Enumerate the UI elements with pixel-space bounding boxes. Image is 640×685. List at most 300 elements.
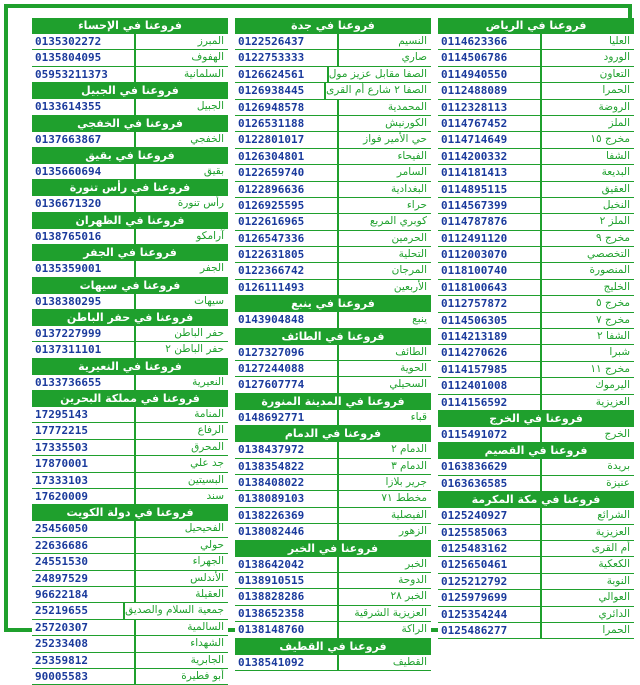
branch-name: الحوية xyxy=(339,361,431,376)
branch-name: العوالي xyxy=(542,590,634,605)
branch-section xyxy=(32,148,228,180)
branch-row xyxy=(438,247,634,263)
phone-number: 0114213189 xyxy=(438,329,542,344)
branch-row xyxy=(235,606,431,622)
branch-name: الفيحاء xyxy=(339,149,431,164)
branch-name: السلمانية xyxy=(136,67,228,82)
phone-number: 0138765016 xyxy=(32,229,136,244)
phone-number: 0125585063 xyxy=(438,525,542,540)
phone-number: 0163836629 xyxy=(438,459,542,474)
branch-row xyxy=(438,198,634,214)
branch-row xyxy=(32,571,228,587)
branch-row xyxy=(438,607,634,623)
branch-name: مخرج ١٥ xyxy=(542,132,634,147)
branch-row xyxy=(438,557,634,573)
page-frame xyxy=(4,4,632,683)
branch-name: الفيصلية xyxy=(339,508,431,523)
branch-name: الصفا ٢ شارع أم القرى xyxy=(326,83,431,98)
branch-row xyxy=(438,623,634,639)
branch-name: حولي xyxy=(136,538,228,553)
branch-name: حراء xyxy=(339,198,431,213)
section-header: فروعنا في الدمام xyxy=(235,426,431,442)
branch-name: بريدة xyxy=(542,459,634,474)
branch-name: الجابرية xyxy=(136,653,228,668)
phone-number: 0125240927 xyxy=(438,508,542,523)
branch-row xyxy=(438,329,634,345)
phone-number: 17335503 xyxy=(32,440,136,455)
section-header: فروعنا في دولة الكويت xyxy=(32,505,228,521)
branch-name: المبرز xyxy=(136,34,228,49)
branch-name: العزيزية xyxy=(542,395,634,410)
branch-section xyxy=(32,391,228,505)
branch-section xyxy=(438,443,634,492)
branch-name: الراكة xyxy=(339,622,431,637)
branch-name: العقيلة xyxy=(136,587,228,602)
branch-row xyxy=(235,410,431,426)
phone-number: 0138642042 xyxy=(235,557,339,572)
branch-name: الملز xyxy=(542,116,634,131)
section-header: فروعنا في الإحساء xyxy=(32,18,228,34)
branch-name: الفحيحيل xyxy=(136,521,228,536)
phone-number: 0138380295 xyxy=(32,294,136,309)
phone-number: 0112757872 xyxy=(438,296,542,311)
phone-number: 0126948578 xyxy=(235,100,339,115)
phone-number: 0126938445 xyxy=(235,83,326,98)
phone-number: 0137311101 xyxy=(32,342,136,357)
branch-name: سند xyxy=(136,489,228,504)
branch-name: السالمية xyxy=(136,620,228,635)
branch-name: الدمام ٣ xyxy=(339,459,431,474)
branch-row xyxy=(235,149,431,165)
phone-number: 0138148760 xyxy=(235,622,339,637)
phone-number: 96622184 xyxy=(32,587,136,602)
branch-row xyxy=(32,653,228,669)
branch-name: الشفا xyxy=(542,149,634,164)
branch-row xyxy=(235,214,431,230)
section-header: فروعنا في بقيق xyxy=(32,148,228,164)
branch-row xyxy=(438,345,634,361)
phone-number: 0138541092 xyxy=(235,655,339,670)
phone-number: 0125212792 xyxy=(438,574,542,589)
branch-name: أم القرى xyxy=(542,541,634,556)
branch-row xyxy=(438,132,634,148)
branch-row xyxy=(235,361,431,377)
phone-number: 0122526437 xyxy=(235,34,339,49)
phone-number: 0135660694 xyxy=(32,164,136,179)
section-header: فروعنا في مكة المكرمة xyxy=(438,492,634,508)
branch-name: الملز ٢ xyxy=(542,214,634,229)
phone-number: 0122631805 xyxy=(235,247,339,262)
branch-row xyxy=(235,475,431,491)
branch-row xyxy=(438,263,634,279)
branch-name: النخيل xyxy=(542,198,634,213)
branch-name: حي الأمير فواز xyxy=(339,132,431,147)
branch-name: الخبر xyxy=(339,557,431,572)
branch-row xyxy=(235,132,431,148)
branch-name: البسيتين xyxy=(136,473,228,488)
branch-name: السامر xyxy=(339,165,431,180)
branch-row xyxy=(32,489,228,505)
branch-name: الجبيل xyxy=(136,99,228,114)
branch-name: المحرق xyxy=(136,440,228,455)
branch-name: جرير بلازا xyxy=(339,475,431,490)
phone-number: 17870001 xyxy=(32,456,136,471)
branch-row xyxy=(235,508,431,524)
phone-number: 17295143 xyxy=(32,407,136,422)
branch-row xyxy=(438,296,634,312)
phone-number: 0122753333 xyxy=(235,50,339,65)
branch-row xyxy=(32,538,228,554)
branch-name: الجفر xyxy=(136,261,228,276)
section-header: فروعنا في سيهات xyxy=(32,278,228,294)
phone-number: 0138910515 xyxy=(235,573,339,588)
phone-number: 0137227999 xyxy=(32,326,136,341)
section-header: فروعنا في النعيرية xyxy=(32,359,228,375)
phone-number: 0114506786 xyxy=(438,50,542,65)
branch-row xyxy=(32,261,228,277)
branch-name: التعاون xyxy=(542,67,634,82)
phone-number: 0125486277 xyxy=(438,623,542,638)
branch-name: الخبر ٢٨ xyxy=(339,589,431,604)
phone-number: 25219655 xyxy=(32,603,125,618)
phone-number: 0126304801 xyxy=(235,149,339,164)
branch-name: مخرج ٥ xyxy=(542,296,634,311)
branch-section xyxy=(438,18,634,411)
branch-section xyxy=(235,296,431,328)
branch-name: حفر الباطن xyxy=(136,326,228,341)
branch-row xyxy=(438,525,634,541)
phone-number: 17620009 xyxy=(32,489,136,504)
branch-row xyxy=(32,326,228,342)
phone-number: 0112488089 xyxy=(438,83,542,98)
branch-name: الدائري xyxy=(542,607,634,622)
branch-section xyxy=(32,245,228,277)
phone-number: 17772215 xyxy=(32,423,136,438)
branch-row xyxy=(438,508,634,524)
branch-name: الحرمين xyxy=(339,231,431,246)
branch-row xyxy=(438,378,634,394)
branch-name: العزيزية الشرقية xyxy=(339,606,431,621)
branch-row xyxy=(235,231,431,247)
branch-row xyxy=(235,655,431,671)
branch-row xyxy=(32,196,228,212)
section-header: فروعنا في القطيف xyxy=(235,639,431,655)
branch-name: الروضة xyxy=(542,100,634,115)
branch-name: بقيق xyxy=(136,164,228,179)
branch-section xyxy=(32,83,228,115)
section-header: فروعنا في الخبر xyxy=(235,541,431,557)
branch-row xyxy=(32,521,228,537)
branch-name: المرجان xyxy=(339,263,431,278)
branch-row xyxy=(438,427,634,443)
phone-number: 0133736655 xyxy=(32,375,136,390)
branch-name: الكعكية xyxy=(542,557,634,572)
branch-row xyxy=(235,34,431,50)
branch-section xyxy=(235,394,431,426)
branch-name: شبرا xyxy=(542,345,634,360)
branch-name: السحيلي xyxy=(339,377,431,392)
section-header: فروعنا في الخرج xyxy=(438,411,634,427)
branch-name: الشفا ٢ xyxy=(542,329,634,344)
branch-name: النوبة xyxy=(542,574,634,589)
branch-name: الشهداء xyxy=(136,636,228,651)
branch-section xyxy=(438,492,634,639)
section-header: فروعنا في حفر الباطن xyxy=(32,310,228,326)
phone-number: 25456050 xyxy=(32,521,136,536)
branch-name: الهفوف xyxy=(136,50,228,65)
branch-row xyxy=(438,231,634,247)
branch-row xyxy=(438,574,634,590)
phone-number: 0122366742 xyxy=(235,263,339,278)
branch-name: الجهراء xyxy=(136,554,228,569)
branch-name: الدمام ٢ xyxy=(339,442,431,457)
phone-number: 0115491072 xyxy=(438,427,542,442)
phone-number: 0118100740 xyxy=(438,263,542,278)
branch-section xyxy=(235,18,431,296)
phone-number: 0127327096 xyxy=(235,345,339,360)
branch-name: عنيزة xyxy=(542,476,634,491)
column-right xyxy=(438,18,634,639)
branch-row xyxy=(32,229,228,245)
branch-name: العقيق xyxy=(542,182,634,197)
phone-number: 0114200332 xyxy=(438,149,542,164)
branch-name: المنصورة xyxy=(542,263,634,278)
phone-number: 0138408022 xyxy=(235,475,339,490)
phone-number: 0112401008 xyxy=(438,378,542,393)
column-middle xyxy=(235,18,431,671)
section-header: فروعنا في الجبيل xyxy=(32,83,228,99)
phone-number: 0114156592 xyxy=(438,395,542,410)
phone-number: 0125483162 xyxy=(438,541,542,556)
branch-row xyxy=(32,423,228,439)
branch-row xyxy=(438,116,634,132)
branch-row xyxy=(235,345,431,361)
branch-section xyxy=(235,541,431,639)
phone-number: 0118100643 xyxy=(438,280,542,295)
branch-name: ينبع xyxy=(339,312,431,327)
phone-number: 0138089103 xyxy=(235,491,339,506)
branch-row xyxy=(235,312,431,328)
branch-row xyxy=(235,524,431,540)
branch-section xyxy=(32,180,228,212)
phone-number: 0138828286 xyxy=(235,589,339,604)
column-left xyxy=(32,18,228,685)
branch-row xyxy=(235,116,431,132)
branch-section xyxy=(235,329,431,394)
branch-name: المنامة xyxy=(136,407,228,422)
branch-section xyxy=(32,359,228,391)
branch-name: الحمرا xyxy=(542,83,634,98)
branch-row xyxy=(32,456,228,472)
branch-section xyxy=(235,639,431,671)
branch-name: الأربعين xyxy=(339,280,431,295)
branch-row xyxy=(438,149,634,165)
branch-name: حفر الباطن ٢ xyxy=(136,342,228,357)
branch-row xyxy=(235,182,431,198)
phone-number: 25720307 xyxy=(32,620,136,635)
branch-row xyxy=(438,182,634,198)
phone-number: 0114623366 xyxy=(438,34,542,49)
branch-row xyxy=(32,620,228,636)
section-header: فروعنا في القصيم xyxy=(438,443,634,459)
phone-number: 0114787876 xyxy=(438,214,542,229)
section-header: فروعنا في ينبع xyxy=(235,296,431,312)
branch-row xyxy=(32,164,228,180)
branch-row xyxy=(32,67,228,83)
branch-section xyxy=(32,116,228,148)
branch-name: اليرموك xyxy=(542,378,634,393)
branch-name: الرفاع xyxy=(136,423,228,438)
phone-number: 0137663867 xyxy=(32,132,136,147)
branch-row xyxy=(235,442,431,458)
section-header: فروعنا في الطائف xyxy=(235,329,431,345)
branch-row xyxy=(32,603,228,619)
branch-name: النسيم xyxy=(339,34,431,49)
phone-number: 0122801017 xyxy=(235,132,339,147)
section-header: فروعنا في الجفر xyxy=(32,245,228,261)
phone-number: 0143904848 xyxy=(235,312,339,327)
branch-row xyxy=(235,247,431,263)
phone-number: 0138226369 xyxy=(235,508,339,523)
branch-row xyxy=(438,459,634,475)
phone-number: 0125979699 xyxy=(438,590,542,605)
phone-number: 0114270626 xyxy=(438,345,542,360)
phone-number: 0125650461 xyxy=(438,557,542,572)
branch-name: الطائف xyxy=(339,345,431,360)
branch-name: الخرج xyxy=(542,427,634,442)
branch-row xyxy=(438,590,634,606)
branch-name: العزيزية xyxy=(542,525,634,540)
branch-row xyxy=(235,83,431,99)
branch-section xyxy=(32,278,228,310)
phone-number: 0114714649 xyxy=(438,132,542,147)
phone-number: 0133614355 xyxy=(32,99,136,114)
branch-row xyxy=(438,83,634,99)
branch-name: آرامكو xyxy=(136,229,228,244)
branch-name: الخفجي xyxy=(136,132,228,147)
branch-name: الصفا مقابل عزيز مول xyxy=(329,67,431,82)
branch-row xyxy=(32,587,228,603)
phone-number: 0138652358 xyxy=(235,606,339,621)
branch-name: سيهات xyxy=(136,294,228,309)
branch-name: العليا xyxy=(542,34,634,49)
phone-number: 0138354822 xyxy=(235,459,339,474)
branch-row xyxy=(235,377,431,393)
branch-row xyxy=(32,132,228,148)
phone-number: 0136671320 xyxy=(32,196,136,211)
branch-name: البغدادية xyxy=(339,182,431,197)
phone-number: 0135804095 xyxy=(32,50,136,65)
branch-row xyxy=(438,214,634,230)
section-header: فروعنا في المدينة المنورة xyxy=(235,394,431,410)
branch-row xyxy=(32,636,228,652)
branch-name: البديعة xyxy=(542,165,634,180)
branch-name: المحمدية xyxy=(339,100,431,115)
phone-number: 24551530 xyxy=(32,554,136,569)
branch-row xyxy=(235,280,431,296)
branch-row xyxy=(235,573,431,589)
branch-row xyxy=(438,313,634,329)
branch-row xyxy=(235,491,431,507)
branch-row xyxy=(235,165,431,181)
phone-number: 25233408 xyxy=(32,636,136,651)
branch-name: صاري xyxy=(339,50,431,65)
branch-name: قباء xyxy=(339,410,431,425)
phone-number: 0122659740 xyxy=(235,165,339,180)
phone-number: 0114567399 xyxy=(438,198,542,213)
phone-number: 0163636585 xyxy=(438,476,542,491)
branch-name: الدوحة xyxy=(339,573,431,588)
branch-name: مخطط ٧١ xyxy=(339,491,431,506)
branch-row xyxy=(32,407,228,423)
branch-section xyxy=(32,505,228,685)
branch-name: الكورنيش xyxy=(339,116,431,131)
branch-row xyxy=(438,395,634,411)
branch-row xyxy=(235,459,431,475)
phone-number: 0114506305 xyxy=(438,313,542,328)
phone-number: 0114181413 xyxy=(438,165,542,180)
branch-row xyxy=(32,342,228,358)
phone-number: 0122896636 xyxy=(235,182,339,197)
phone-number: 90005583 xyxy=(32,669,136,684)
branch-row xyxy=(235,622,431,638)
branch-row xyxy=(438,541,634,557)
phone-number: 0127607774 xyxy=(235,377,339,392)
branch-name: جد علي xyxy=(136,456,228,471)
branch-name: مخرج ٩ xyxy=(542,231,634,246)
branch-row xyxy=(235,263,431,279)
branch-name: كوبري المربع xyxy=(339,214,431,229)
branch-section xyxy=(32,310,228,359)
phone-number: 0135302272 xyxy=(32,34,136,49)
phone-number: 0138082446 xyxy=(235,524,339,539)
phone-number: 0112491120 xyxy=(438,231,542,246)
section-header: فروعنا في الرياض xyxy=(438,18,634,34)
phone-number: 0126111493 xyxy=(235,280,339,295)
phone-number: 24897529 xyxy=(32,571,136,586)
branch-section xyxy=(235,426,431,540)
branch-row xyxy=(32,99,228,115)
branch-section xyxy=(438,411,634,443)
phone-number: 0126925595 xyxy=(235,198,339,213)
branch-name: جمعية السلام والصديق xyxy=(125,603,228,618)
phone-number: 0114940550 xyxy=(438,67,542,82)
phone-number: 0126531188 xyxy=(235,116,339,131)
phone-number: 0122616965 xyxy=(235,214,339,229)
branch-name: التخصصي xyxy=(542,247,634,262)
section-header: فروعنا في الظهران xyxy=(32,213,228,229)
branch-row xyxy=(32,440,228,456)
branch-section xyxy=(32,213,228,245)
phone-number: 22636686 xyxy=(32,538,136,553)
branch-row xyxy=(32,473,228,489)
branch-row xyxy=(235,198,431,214)
branch-row xyxy=(32,669,228,685)
phone-number: 0114157985 xyxy=(438,362,542,377)
branch-name: مخرج ١١ xyxy=(542,362,634,377)
branch-row xyxy=(438,100,634,116)
branch-row xyxy=(235,557,431,573)
phone-number: 0148692771 xyxy=(235,410,339,425)
section-header: فروعنا في رأس تنورة xyxy=(32,180,228,196)
branch-name: رأس تنورة xyxy=(136,196,228,211)
branch-row xyxy=(32,34,228,50)
branch-row xyxy=(438,476,634,492)
branch-name: الأندلس xyxy=(136,571,228,586)
phone-number: 17333103 xyxy=(32,473,136,488)
branch-row xyxy=(32,294,228,310)
branch-row xyxy=(438,50,634,66)
